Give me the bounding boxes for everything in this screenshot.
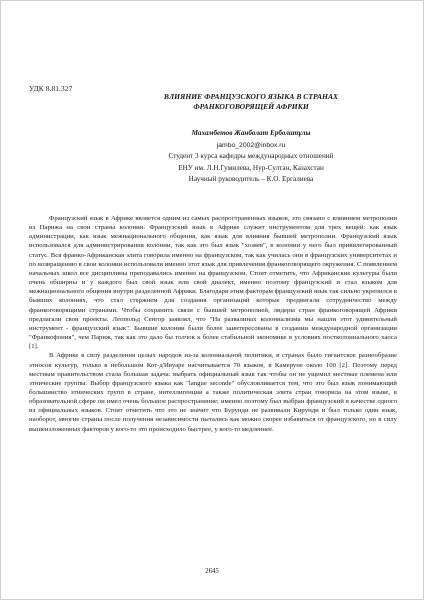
scientific-supervisor: Научный руководитель – К.О. Ергалиева — [188, 175, 314, 183]
author-block — [101, 128, 401, 186]
author-email: jambo_2002@inbox.ru — [216, 141, 286, 149]
body-paragraph-2: В Африке в силу разделения целых народов из-за колониальной политики, в странах было гигантское разнообразие этносов культур, только в небольшом Кот-д'Ивуаре насчитывается 70 языков, в Камеруне около 100 [2]. Поэтому перед местным правительством стала большая задача: выбрать официальный язык так чтобы он не ущемил местные племена или этнические группы. Выбор французского языка как "langue seconde" обусловливается тем, что это был язык понимающий большинство этнических групп в стране, интеллигенция а также политическая элита стран говорила на этом языке, в образовательной сфере он имел очень большое распространение; именно поэтому был выбран французский в качестве одного из официальных языков. Стоит отметить что это не значит что Бурунди не развивали Кирунди и был только один язык, наоборот, многие страны после получения независимости пытались как можно скорее избавиться от французского, но в силу вышеизложенных факторов у кого-то это происходило быстрее, у кого-то медленнее. — [29, 352, 397, 433]
author-name: Махамбетов Жанболат Ерболатұлы — [191, 129, 311, 137]
title-line-2: ФРАНКОГОВОРЯЩЕЙ АФРИКИ — [193, 102, 309, 111]
udk-code: УДК 8.81.327 — [29, 84, 73, 93]
page-number: 2645 — [205, 568, 219, 575]
body-paragraph-1: Французский язык в Африке является одним из самых распространенных языков, это связано с влиянием метрополии из Парижа на свои страны колонии. Французский язык в Африке служит инструментом для трех вещей: как язык администрации, как язык межнационального общения, как язык для влияния бывшей метрополии. Французский язык использовался для администрирования колонии, так как это был язык "хозяев", в колонии у него был привилегированный статус. Вся франко-Африканская элита говорила именно на французском, так как училась они в французских университетах и по возвращению в свои колонии использовали именно этот язык для привлечения франкоговорящего окружения. С появлением начальных школ все дисциплины преподавались именно на французском. Стоит отметить, что Африканские культуры были очень обширны и у каждого был свой язык или свой диалект, именно поэтому французский и стал языком для межнационального общения внутри разделенной Африки. Благодаря этим факторам французский язык так сильно укрепился в бывших колониях, что стал стержнем для создания организаций которые продвигали сотрудничество между франкоговорящими странами. Чтобы сохранить связи с бывшей метрополией, лидеры стран франкоговорящей Африки предлагали свои проекты. Леопольд Сенгор заявлял, что "На развалинах колониализма мы нашли этот удивительный инструмент - французский язык". Бывшие колонии были более заинтересованы в создании международной организации "Франкофония", чем Париж, так как это дало бы толчок к более стабильной экономике в условиях постколониального хаоса [1]. — [29, 215, 397, 351]
author-university: ЕНУ им. Л.Н.Гумилева, Нур-Султан, Казахстан — [178, 163, 324, 172]
article-body — [29, 214, 397, 434]
author-position: Студент 3 курса кафедры международных отношений — [168, 152, 334, 160]
title-line-1: ВЛИЯНИЕ ФРАНЦУЗСКОГО ЯЗЫКА В СТРАНАХ — [163, 92, 339, 101]
article-title — [121, 92, 381, 112]
